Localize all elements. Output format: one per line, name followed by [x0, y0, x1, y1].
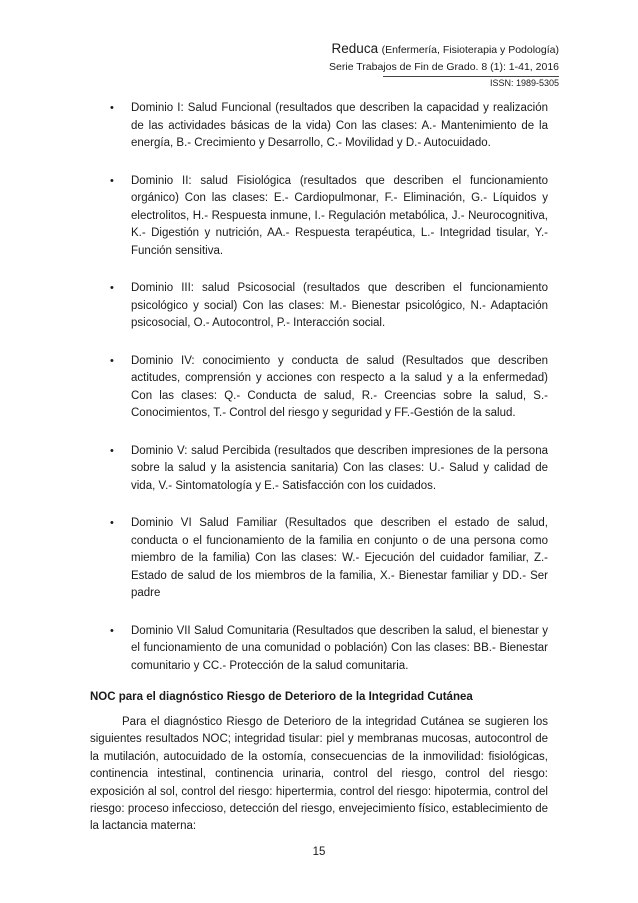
- issn: ISSN: 1989-5305: [383, 76, 559, 90]
- list-item: [90, 515, 548, 603]
- bullet-icon: •: [110, 174, 114, 187]
- domain-text: Dominio V: salud Percibida (resultados que describen impresiones de la persona sobre la salud y la asistencia sanitaria) Con las clases: U.- Salud y calidad de vida, V.- Sintomatología y E.- Satisfacción con los cuidados.: [131, 444, 548, 492]
- bullet-icon: •: [110, 517, 114, 529]
- bullet-icon: •: [110, 282, 114, 294]
- bullet-icon: •: [110, 354, 114, 367]
- domain-text: Dominio VI Salud Familiar (Resultados que describen el estado de salud, conducta o el funcionamiento de la familia en conjunto o de una persona como miembro de la familia) Con las clases: W.- Ejecución del cuidador familiar, Z.- Estado de salud de los miembros de la familia, X.- Bienestar familiar y DD.- Ser padre: [131, 517, 548, 599]
- bullet-icon: •: [110, 444, 114, 457]
- domain-text: Dominio VII Salud Comunitaria (Resultados que describen la salud, el bienestar y el funcionamiento de una comunidad o población) Con las clases: BB.- Bienestar comunitario y CC.- Protección de la salud comunitaria.: [131, 624, 548, 672]
- journal-subtitle: (Enfermería, Fisioterapia y Podología): [381, 44, 559, 56]
- domain-text: Dominio II: salud Fisiológica (resultados que describen el funcionamiento orgánico) Con las clases: E.- Cardiopulmonar, F.- Eliminación, G.- Líquidos y electrolitos, H.- Respuesta inmune, I.- Regulación metabólica, J.- Neurocognitiva, K.- Digestión y nutrición, AA.- Respuesta terapéutica, L.- Integridad tisular, Y.- Función sensitiva.: [131, 174, 548, 257]
- list-item: [90, 280, 548, 333]
- series-info: Serie Trabajos de Fin de Grado. 8 (1): 1-41, 2016: [329, 61, 559, 73]
- page-body: [90, 100, 548, 836]
- domain-list: [90, 100, 548, 675]
- running-header: [329, 40, 559, 90]
- domain-text: Dominio IV: conocimiento y conducta de salud (Resultados que describen actitudes, comprensión y acciones con respecto a la salud y a la enfermedad) Con las clases: Q.- Conducta de salud, R.- Creencias sobre la salud, S.- Conocimientos, T.- Control del riesgo y seguridad y FF.-Gestión de la salud.: [131, 354, 548, 419]
- section-heading: NOC para el diagnóstico Riesgo de Deterioro de la Integridad Cutánea: [90, 691, 473, 703]
- header-journal-line: [329, 40, 559, 59]
- domain-text: Dominio III: salud Psicosocial (resultados que describen el funcionamiento psicológico y social) Con las clases: M.- Bienestar psicológico, N.- Adaptación psicosocial, O.- Autocontrol, P.- Interacción social.: [131, 282, 548, 329]
- list-item: [90, 623, 548, 676]
- list-item: [90, 443, 548, 496]
- domain-text: Dominio I: Salud Funcional (resultados que describen la capacidad y realización de las actividades básicas de la vida) Con las clases: A.- Mantenimiento de la energía, B.- Crecimiento y Desarrollo, C.- Movilidad y D.- Autocuidado.: [131, 102, 548, 149]
- page-number: 15: [312, 846, 326, 858]
- list-item: [90, 173, 548, 261]
- list-item: [90, 100, 548, 153]
- bullet-icon: •: [110, 624, 114, 637]
- body-paragraph: Para el diagnóstico Riesgo de Deterioro de la integridad Cutánea se sugieren los siguientes resultados NOC; integridad tisular: piel y membranas mucosas, autocontrol de la mutilación, autocuidado de la ostomía, consecuencias de la inmovilidad: fisiológicas, continencia intestinal, continencia urinaria, control del riesgo, control del riesgo: exposición al sol, control del riesgo: hipertermia, control del riesgo: hipotermia, control del riesgo: proceso infeccioso, detección del riesgo, envejecimiento físico, establecimiento de la lactancia materna:: [90, 716, 548, 833]
- list-item: [90, 353, 548, 423]
- journal-name: Reduca: [331, 41, 379, 56]
- bullet-icon: •: [110, 102, 114, 114]
